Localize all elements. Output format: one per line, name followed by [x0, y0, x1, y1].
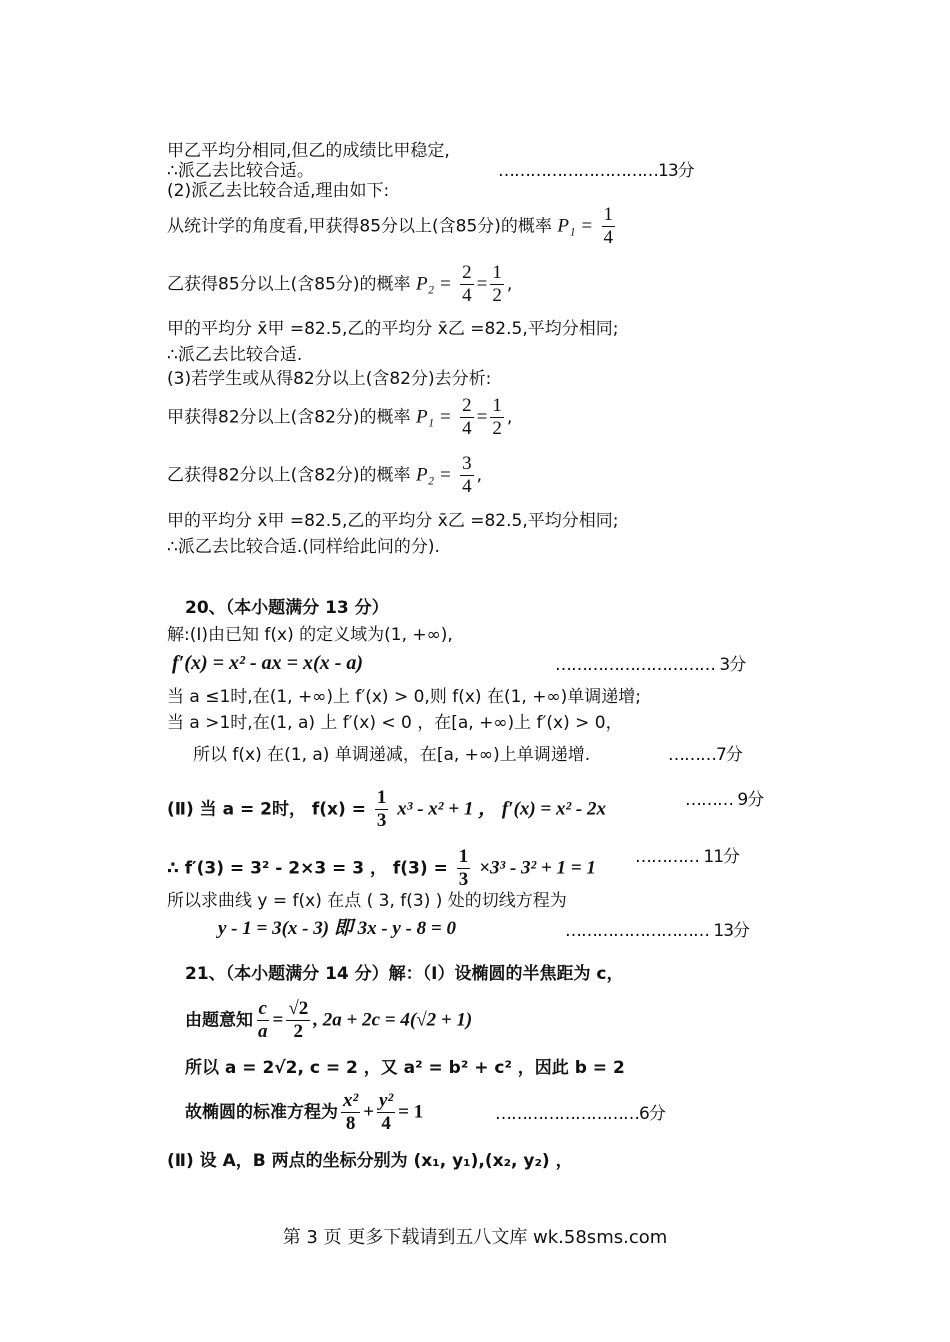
fraction: $\frac{2}{4}$ — [462, 395, 472, 439]
math: ×3³ - 3² + 1 = 1 — [479, 857, 596, 879]
math-line: y - 1 = 3(x - 3) 即 3x - y - 8 = 0 — [218, 918, 456, 939]
text-line: (2)派乙去比较合适,理由如下: — [167, 181, 390, 201]
math-line: f′(x) = x² - ax = x(x - a) — [172, 652, 364, 674]
score-marker: ………………………… 3分 — [555, 655, 746, 675]
score-marker: ………… 11分 — [635, 847, 740, 867]
fraction: $\frac{1}{4}$ — [603, 204, 614, 248]
page-footer: 第 3 页 更多下载请到五八文库 wk.58sms.com — [282, 1227, 668, 1248]
text-line: 甲获得82分以上(含82分)的概率 P₁ = $\frac{2}{4}$ = $\frac{1}{2}$ , — [167, 395, 513, 439]
math-line — [167, 846, 596, 891]
math: P₂ = — [415, 273, 452, 295]
math: P₁ = — [557, 215, 594, 237]
text: 由题意知 — [185, 1010, 253, 1031]
text-line: ∴派乙去比较合适。 — [167, 161, 314, 181]
question-title: 20、（本小题满分 13 分） — [185, 598, 389, 618]
text: 乙获得82分以上(含82分)的概率 — [167, 465, 411, 486]
text: 从统计学的角度看,甲获得85分以上(含85分)的概率 — [167, 216, 552, 237]
fraction: $\frac{√2}{2}$ — [288, 998, 309, 1042]
math: P₂ = — [415, 464, 452, 486]
score-marker: ……… 9分 — [685, 790, 764, 810]
text-line: 当 a >1时,在(1, a) 上 f′(x) < 0 ，在[a, +∞)上 f′(x) > 0， — [167, 713, 623, 733]
text-line: 甲乙平均分相同,但乙的成绩比甲稳定, — [167, 141, 450, 161]
text-line: 乙获得82分以上(含82分)的概率 P₂ = $\frac{3}{4}$ , — [167, 453, 483, 497]
score-marker: …………………………13分 — [498, 161, 694, 181]
text-line: 解:(Ⅰ)由已知 f(x) 的定义域为(1, +∞), — [167, 625, 453, 645]
fraction: $\frac{1}{3}$ — [458, 846, 469, 890]
fraction: $\frac{\text{y²}}{4}$ — [379, 1090, 394, 1134]
text-line: 甲的平均分 x̄甲 =82.5,乙的平均分 x̄乙 =82.5,平均分相同; — [167, 511, 619, 531]
text-line: 所以 f(x) 在(1, a) 单调递减，在[a, +∞)上单调递增. — [193, 745, 591, 765]
text-line: 当 a ≤1时,在(1, +∞)上 f′(x) > 0,则 f(x) 在(1, +∞)单调递增; — [167, 687, 641, 707]
text-line: 乙获得85分以上(含85分)的概率 P₂ = $\frac{2}{4}$ = $\frac{1}{2}$ , — [167, 262, 513, 306]
fraction: $\frac{\text{x²}}{8}$ — [343, 1090, 359, 1134]
math-line: 故椭圆的标准方程为 $\frac{\text{x²}}{8}$ + $\frac{\text{y²}}{4}$ = 1 — [185, 1090, 424, 1134]
score-marker: ………………………6分 — [495, 1104, 665, 1124]
text: 甲获得82分以上(含82分)的概率 — [167, 407, 411, 428]
fraction: $\frac{3}{4}$ — [462, 453, 472, 497]
text: (Ⅱ) 当 a = 2时， f(x) = — [167, 799, 366, 820]
math-line: 由题意知 $\frac{c}{a}$ = $\frac{√2}{2}$ , 2a + 2c = 4(√2 + 1) — [185, 998, 473, 1042]
math: P₁ = — [415, 406, 452, 428]
fraction: $\frac{1}{3}$ — [376, 787, 387, 831]
fraction: $\frac{c}{a}$ — [258, 998, 268, 1042]
text-line: ∴派乙去比较合适.(同样给此问的分). — [167, 537, 440, 557]
score-marker: ……………………… 13分 — [565, 921, 750, 941]
math-line: 所以 a = 2√2, c = 2 ，又 a² = b² + c² ，因此 b = 2 — [185, 1058, 625, 1078]
text-line: (3)若学生或从得82分以上(含82分)去分析: — [167, 369, 492, 389]
score-marker: ………7分 — [668, 745, 742, 765]
math: , 2a + 2c = 4(√2 + 1) — [313, 1009, 473, 1031]
text: 乙获得85分以上(含85分)的概率 — [167, 274, 411, 295]
math: x³ - x² + 1 ， f′(x) = x² - 2x — [397, 798, 607, 820]
question-title: 21、（本小题满分 14 分）解：（Ⅰ）设椭圆的半焦距为 c， — [185, 964, 624, 984]
text-line — [167, 204, 618, 249]
fraction: $\frac{2}{4}$ — [462, 262, 472, 306]
fraction: $\frac{1}{2}$ — [492, 262, 502, 306]
fraction: $\frac{1}{2}$ — [492, 395, 502, 439]
text: ∴ f′(3) = 3² - 2×3 = 3 ， f(3) = — [167, 858, 448, 879]
text-line: 甲的平均分 x̄甲 =82.5,乙的平均分 x̄乙 =82.5,平均分相同; — [167, 319, 619, 339]
text-line: ∴派乙去比较合适. — [167, 345, 303, 365]
math-line: (Ⅱ) 设 A，B 两点的坐标分别为 (x₁, y₁),(x₂, y₂) ， — [167, 1151, 573, 1171]
text-line: 所以求曲线 y = f(x) 在点 ( 3, f(3) ) 处的切线方程为 — [167, 891, 567, 911]
math-line — [167, 787, 606, 832]
text: 故椭圆的标准方程为 — [185, 1102, 338, 1123]
